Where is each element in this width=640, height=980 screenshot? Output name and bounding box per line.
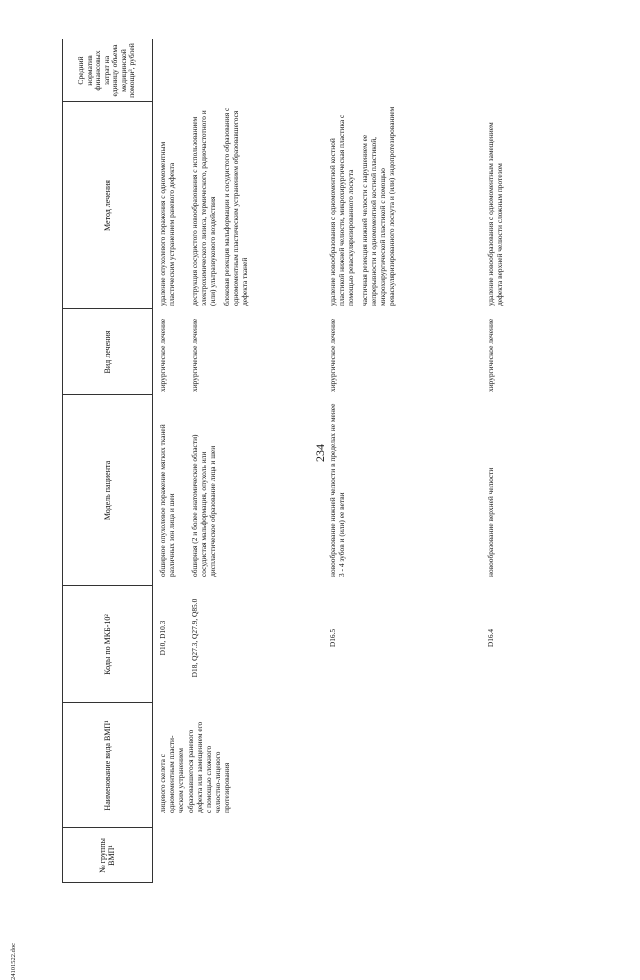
row4-treatment-type: хирургическое лечение <box>486 318 495 392</box>
header-group-number: № группы ВМП¹ <box>98 838 116 873</box>
row1-patient-model: обширное опухолевое поражение мягких тканей различных зон лица и шеи <box>158 424 177 577</box>
row4-patient-model: новообразование верхней челюсти <box>486 467 495 577</box>
treatment-method-item: удаление новообразования с одномоментным замещением дефекта верхней челюсти сложным протезом <box>486 122 505 306</box>
row3-mkb-codes: D16.5 <box>328 628 337 648</box>
header-treatment-method: Метод лечения <box>102 180 112 231</box>
row2-mkb-codes: D18, Q27.3, Q27.9, Q85.0 <box>190 598 199 678</box>
row1-mkb-codes: D10, D10.3 <box>158 620 167 656</box>
header-vmp-name: Наименование вида ВМП¹ <box>102 720 112 811</box>
document-code: 24101522.doc <box>10 942 17 980</box>
row1-treatment-method <box>158 106 180 306</box>
treatment-method-item: блоковая резекция мальформации и сосудистого образования с одномоментным пластическим устранением образовавшегося дефекта тканей <box>221 107 250 306</box>
row3-patient-model: новообразование нижней челюсти в пределах не менее 3 - 4 зубов и (или) ее ветви <box>328 403 347 577</box>
row2-patient-model: обширная (2 и более анатомические области) сосудистая мальформация, опухоль или диспластическое образование лица и шеи <box>190 434 218 577</box>
row2-treatment-type: хирургическое лечение <box>190 318 199 392</box>
row1-treatment-type: хирургическое лечение <box>158 318 167 392</box>
treatment-method-item: деструкция сосудистого новообразования с использованием электрохимического лизиса, термического, радиочастотного и (или) ультразвукового воздействия <box>190 110 218 306</box>
row2-treatment-method <box>190 106 253 306</box>
treatment-method-item: удаление новообразования с одномоментной костной пластикой нижней челюсти, микрохирургическая пластика с помощью реваскуляризированного лоскута <box>328 114 356 306</box>
header-mkb-codes: Коды по МКБ-10² <box>102 614 112 675</box>
page-number: 234 <box>313 444 327 462</box>
header-patient-model: Модель пациента <box>102 460 112 521</box>
row3-treatment-method <box>328 106 400 306</box>
header-treatment-type: Вид лечения <box>102 330 112 374</box>
row3-treatment-type: хирургическое лечение <box>328 318 337 392</box>
treatment-method-item: частичная резекция нижней челюсти с нарушением ее непрерывности и одномоментной костной пластикой, микрохирургической пластикой с помощью реваскуляризированного лоскута и (или) эндопротезированием <box>359 106 397 306</box>
vmp-name-cell: лицевого скелета с одномоментным пласти-ческим устранением образовавшегося раневого дефекта или замещением его с помощью сложного челюстно-лицевого протезирования <box>158 721 232 813</box>
row4-treatment-method <box>486 106 508 306</box>
treatment-method-item: удаление опухолевого поражения с одномоментным пластическим устранением раневого дефекта <box>158 141 177 306</box>
row4-mkb-codes: D16.4 <box>486 628 495 648</box>
header-bottom-border <box>152 39 153 883</box>
table-header-row <box>62 39 152 883</box>
header-average-cost: Средний норматив финансовых затрат на единицу объема медицинской помощи³, рублей <box>75 43 137 98</box>
